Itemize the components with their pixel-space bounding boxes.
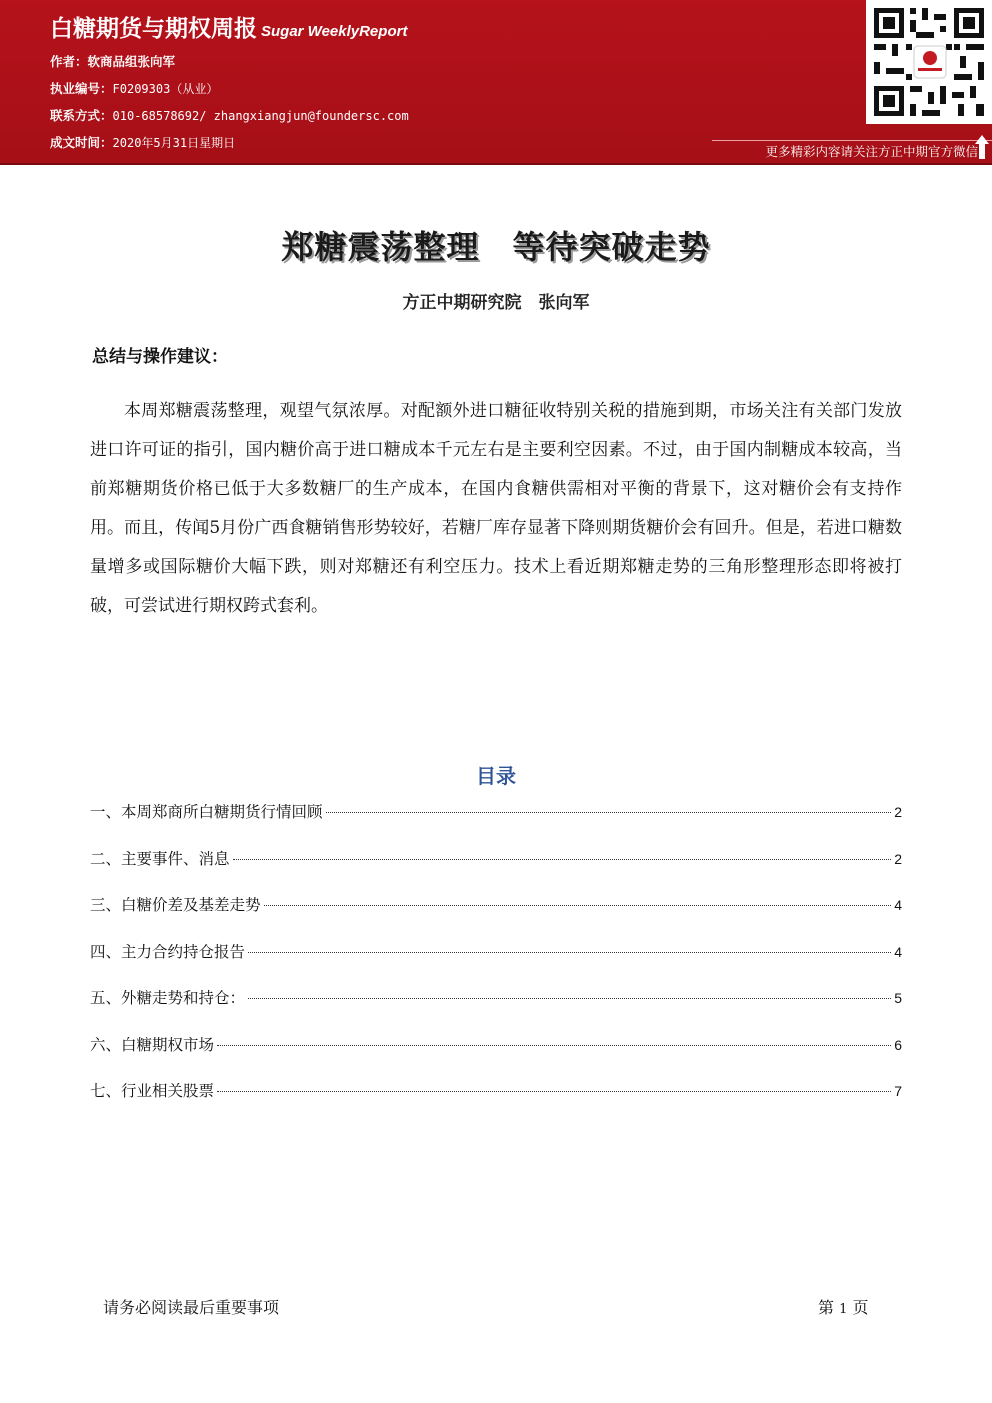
author-label: 作者：	[50, 54, 88, 69]
contact-line	[50, 106, 409, 124]
toc-item[interactable]	[90, 893, 902, 917]
date-value: 2020年5月31日星期日	[112, 136, 236, 150]
author-line	[50, 52, 175, 70]
toc-leader	[248, 952, 891, 953]
summary-paragraph: 本周郑糖震荡整理，观望气氛浓厚。对配额外进口糖征收特别关税的措施到期，市场关注有关部门发放进口许可证的指引，国内糖价高于进口糖成本千元左右是主要利空因素。不过，由于国内制糖成本较高，当前郑糖期货价格已低于大多数糖厂的生产成本，在国内食糖供需相对平衡的背景下，这对糖价会有支持作用。而且，传闻5月份广西食糖销售形势较好，若糖厂库存显著下降则期货糖价会有回升。但是，若进口糖数量增多或国际糖价大幅下跌，则对郑糖还有利空压力。技术上看近期郑糖走势的三角形整理形态即将被打破，可尝试进行期权跨式套利。	[90, 401, 902, 616]
license-line	[50, 79, 218, 97]
toc-item-page: 2	[894, 850, 902, 867]
wechat-note: 更多精彩内容请关注方正中期官方微信	[765, 144, 978, 159]
toc-item-page: 4	[894, 897, 902, 913]
qr-code-icon	[866, 0, 992, 124]
toc-leader	[233, 859, 892, 860]
author-value: 软商品组张向军	[87, 54, 176, 69]
toc-leader	[217, 1091, 891, 1092]
header-bottom-border	[0, 163, 992, 165]
wechat-qr-code	[866, 0, 992, 124]
report-header	[0, 0, 992, 163]
toc-item[interactable]	[90, 1079, 902, 1103]
table-of-contents	[90, 800, 902, 1126]
toc-item-label: 七、行业相关股票	[90, 1082, 215, 1100]
toc-item-page: 4	[894, 943, 902, 960]
toc-item-label: 三、白糖价差及基差走势	[90, 896, 261, 914]
date-label: 成文时间：	[50, 135, 113, 150]
toc-item-page: 7	[894, 1083, 902, 1099]
header-divider	[712, 140, 992, 141]
toc-item-page: 5	[894, 990, 902, 1006]
toc-title: 目录	[476, 764, 516, 788]
toc-item-label: 四、主力合约持仓报告	[90, 942, 246, 961]
toc-item[interactable]	[90, 940, 902, 964]
report-title	[50, 10, 407, 43]
toc-item-label: 一、本周郑商所白糖期货行情回顾	[90, 803, 323, 821]
license-value: F0209303（从业）	[112, 82, 219, 96]
toc-leader	[264, 905, 892, 906]
footer-page-number	[818, 1295, 869, 1318]
toc-item-label: 五、外糖走势和持仓：	[90, 989, 246, 1007]
toc-item[interactable]	[90, 847, 902, 871]
date-line	[50, 133, 235, 151]
report-title-en: Sugar WeeklyReport	[261, 23, 408, 40]
arrow-up-icon	[974, 134, 990, 160]
toc-item-page: 2	[894, 804, 902, 820]
document-title: 郑糖震荡整理 等待突破走势	[281, 228, 711, 266]
report-title-cn: 白糖期货与期权周报	[50, 16, 257, 42]
toc-item-label: 二、主要事件、消息	[90, 849, 230, 868]
footer-notice: 请务必阅读最后重要事项	[103, 1298, 280, 1317]
contact-value: 010-68578692/ zhangxiangjun@foundersc.com	[112, 109, 409, 123]
toc-item[interactable]	[90, 800, 902, 824]
page-suffix: 页	[852, 1298, 869, 1317]
contact-label: 联系方式：	[50, 108, 113, 123]
toc-leader	[217, 1045, 891, 1046]
toc-item-page: 6	[894, 1036, 902, 1053]
toc-leader	[326, 812, 892, 813]
document-author: 方正中期研究院 张向军	[402, 293, 590, 313]
page-num: 1	[839, 1302, 848, 1317]
page-prefix: 第	[818, 1298, 835, 1317]
toc-leader	[248, 998, 891, 999]
toc-item[interactable]	[90, 1033, 902, 1057]
summary-heading: 总结与操作建议：	[92, 347, 228, 367]
toc-item-label: 六、白糖期权市场	[90, 1035, 215, 1054]
license-label: 执业编号：	[50, 81, 113, 96]
toc-item[interactable]	[90, 986, 902, 1010]
